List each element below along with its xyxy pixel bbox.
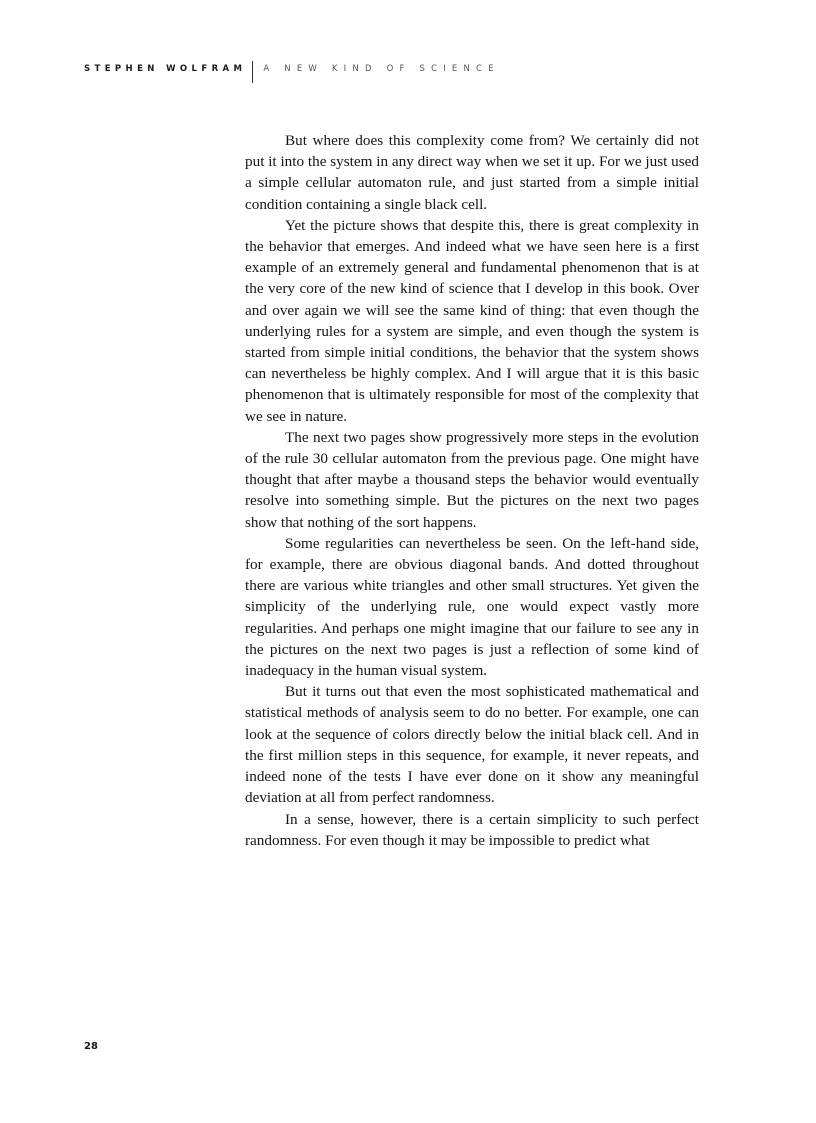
paragraph: Yet the picture shows that despite this, there is great complexity in the behavior that emerges. And indeed what we have seen here is a first example of an extremely general and fundamental phenomenon that is at the very core of the new kind of science that I develop in this book. Over and over again we will see the same kind of thing: that even though the underlying rules for a system are simple, and even though the system is started from simple initial conditions, the behavior that the system shows can nevertheless be highly complex. And I will argue that it is this basic phenomenon that is ultimately responsible for most of the complexity that we see in nature. [245, 216, 699, 425]
running-head-divider [252, 61, 253, 83]
running-head-author: STEPHEN WOLFRAM [84, 64, 247, 74]
paragraph: The next two pages show progressively more steps in the evolution of the rule 30 cellular automaton from the previous page. One might have thought that after maybe a thousand steps the behavior would eventually resolve into something simple. But the pictures on the next two pages show that nothing of the sort happens. [245, 428, 699, 531]
page-number: 28 [84, 1041, 98, 1052]
running-head [84, 64, 500, 86]
paragraph: In a sense, however, there is a certain simplicity to such perfect randomness. For even though it may be impossible to predict what [245, 810, 699, 849]
paragraph: But it turns out that even the most sophisticated mathematical and statistical methods of analysis seem to do no better. For example, one can look at the sequence of colors directly below the initial black cell. And in the first million steps in this sequence, for example, it never repeats, and indeed none of the tests I have ever done on it show any meaningful deviation at all from perfect randomness. [245, 683, 699, 807]
paragraph: But where does this complexity come from? We certainly did not put it into the system in any direct way when we set it up. For we just used a simple cellular automaton rule, and just started from a simple initial condition containing a single black cell. [245, 132, 699, 213]
body-text [245, 130, 699, 851]
running-head-book-title: A NEW KIND OF SCIENCE [263, 64, 500, 74]
paragraph: Some regularities can nevertheless be seen. On the left-hand side, for example, there are obvious diagonal bands. And dotted throughout there are various white triangles and other small structures. Yet given the simplicity of the underlying rule, one would expect vastly more regularities. And perhaps one might imagine that our failure to see any in the pictures on the next two pages is just a reflection of some kind of inadequacy in the human visual system. [245, 534, 699, 680]
